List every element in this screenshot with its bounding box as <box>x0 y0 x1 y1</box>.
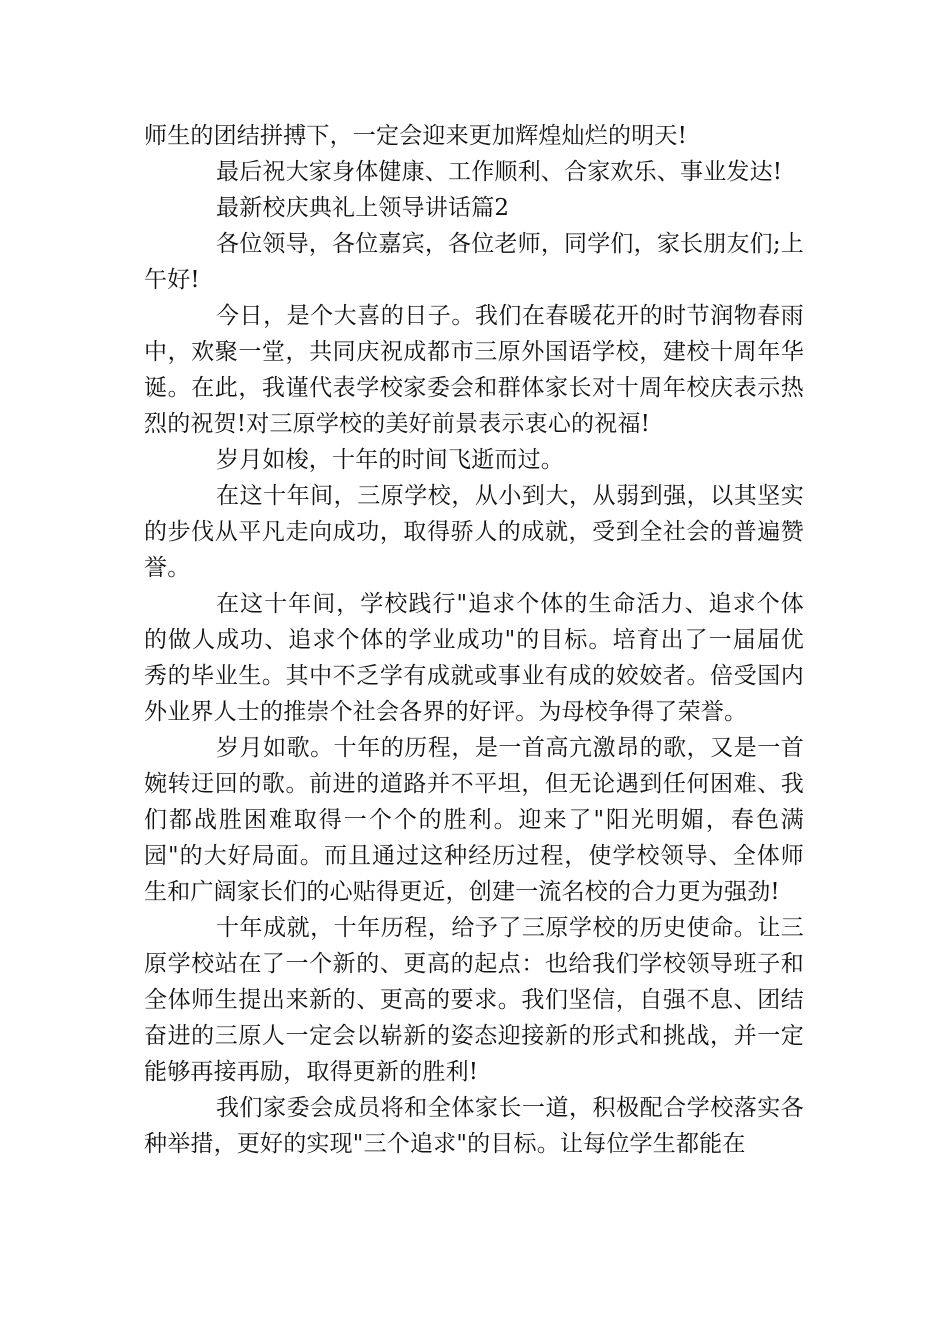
paragraph: 今日，是个大喜的日子。我们在春暖花开的时节润物春雨中，欢聚一堂，共同庆祝成都市三原外国语学校，建校十周年华诞。在此，我谨代表学校家委会和群体家长对十周年校庆表示热烈的祝贺!对三原学校的美好前景表示衷心的祝福! <box>144 303 804 437</box>
paragraph: 我们家委会成员将和全体家长一道，积极配合学校落实各种举措，更好的实现"三个追求"的目标。让每位学生都能在 <box>144 1095 804 1157</box>
paragraph: 在这十年间，学校践行"追求个体的生命活力、追求个体的做人成功、追求个体的学业成功"的目标。培育出了一届届优秀的毕业生。其中不乏学有成就或事业有成的姣姣者。倍受国内外业界人士的推崇个社会各界的好评。为母校争得了荣誉。 <box>144 591 804 725</box>
paragraph: 最后祝大家身体健康、工作顺利、合家欢乐、事业发达! <box>216 159 783 185</box>
paragraph: 在这十年间，三原学校，从小到大，从弱到强，以其坚实的步伐从平凡走向成功，取得骄人的成就，受到全社会的普遍赞誉。 <box>144 483 804 581</box>
document-body <box>144 118 804 1162</box>
section-heading: 最新校庆典礼上领导讲话篇2 <box>216 195 510 221</box>
paragraph: 岁月如梭，十年的时间飞逝而过。 <box>216 447 564 473</box>
paragraph: 岁月如歌。十年的历程，是一首高亢激昂的歌，又是一首婉转迂回的歌。前进的道路并不平坦，但无论遇到任何困难、我们都战胜困难取得一个个的胜利。迎来了"阳光明媚，春色满园"的大好局面。而且通过这种经历过程，使学校领导、全体师生和广阔家长们的心贴得更近，创建一流名校的合力更为强劲! <box>144 735 804 905</box>
paragraph: 师生的团结拼搏下，一定会迎来更加辉煌灿烂的明天! <box>144 123 688 149</box>
salutation: 各位领导，各位嘉宾，各位老师，同学们，家长朋友们;上午好! <box>144 231 804 293</box>
paragraph: 十年成就，十年历程，给予了三原学校的历史使命。让三原学校站在了一个新的、更高的起点：也给我们学校领导班子和全体师生提出来新的、更高的要求。我们坚信，自强不息、团结奋进的三原人一定会以崭新的姿态迎接新的形式和挑战，并一定能够再接再励，取得更新的胜利! <box>144 915 804 1085</box>
